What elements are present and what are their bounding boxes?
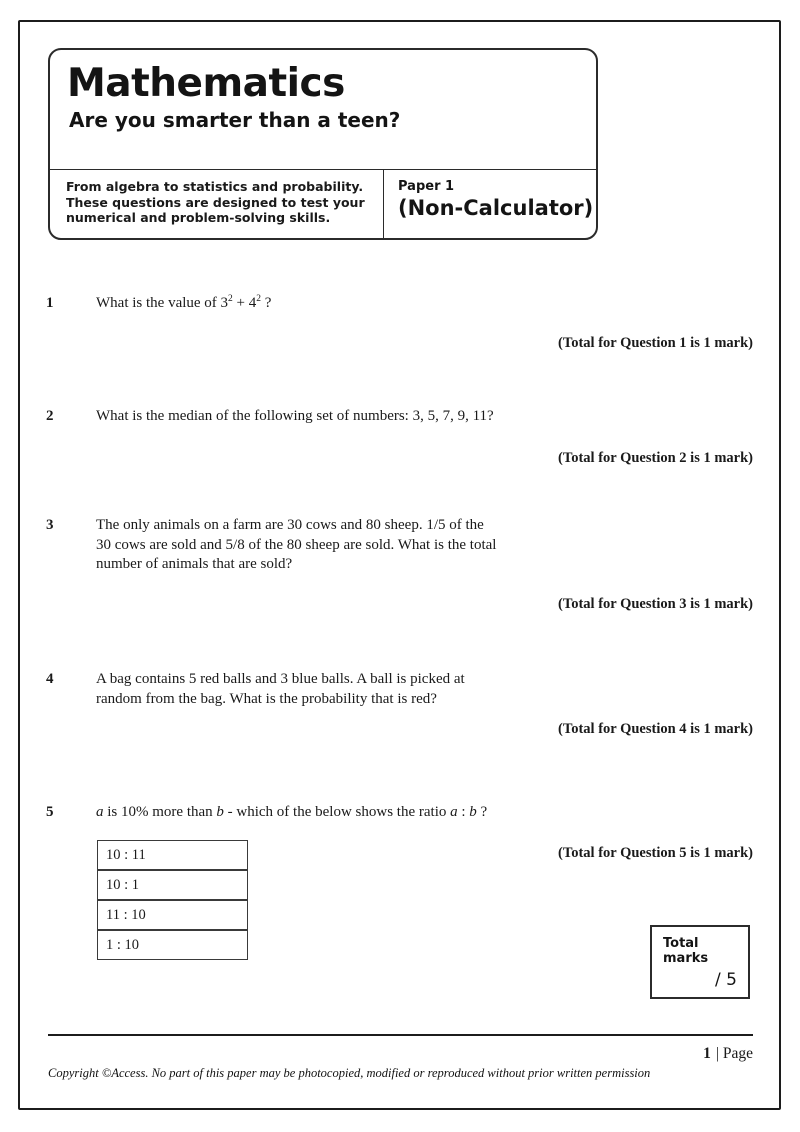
- question-text: What is the median of the following set of numbers: 3, 5, 7, 9, 11?: [96, 408, 494, 424]
- total-marks-label: Total marks: [663, 936, 709, 966]
- question-number: 3: [46, 517, 54, 533]
- question-number: 4: [46, 671, 54, 687]
- total-marks-box: [650, 925, 750, 999]
- question-text: a is 10% more than b - which of the below shows the ratio a : b ?: [96, 804, 488, 820]
- variable-a: a: [450, 804, 458, 820]
- description-line: From algebra to statistics and probability.: [66, 179, 364, 194]
- question-text: [96, 670, 465, 709]
- header-info-section: [50, 170, 596, 240]
- question-3: [46, 516, 496, 575]
- option-row: [97, 840, 248, 870]
- question-line: A bag contains 5 red balls and 3 blue balls. A ball is picked at: [96, 671, 465, 687]
- superscript: 2: [228, 294, 233, 304]
- question-number: 2: [46, 408, 54, 424]
- answer-options-table: [97, 840, 248, 960]
- question-1-marks: (Total for Question 1 is 1 mark): [558, 335, 753, 351]
- question-1: [46, 294, 271, 314]
- question-line: 30 cows are sold and 5/8 of the 80 sheep are sold. What is the total: [96, 536, 497, 553]
- description-line: numerical and problem-solving skills.: [66, 210, 331, 225]
- option-row: [97, 900, 248, 930]
- question-2: [46, 407, 494, 427]
- page-number-label: [703, 1045, 753, 1063]
- question-4-marks: (Total for Question 4 is 1 mark): [558, 721, 753, 737]
- variable-a: a: [96, 804, 104, 820]
- question-text: What is the value of $3^2 + 4^2$ ?: [96, 294, 272, 311]
- option-label: 10 : 11: [106, 847, 146, 863]
- question-line: random from the bag. What is the probability that is red?: [96, 690, 437, 707]
- option-label: 1 : 10: [106, 937, 140, 953]
- page-word: | Page: [715, 1045, 753, 1062]
- copyright-note: Copyright ©Access. No part of this paper may be photocopied, modified or reproduced without prior written permission: [48, 1066, 651, 1080]
- superscript: 2: [256, 294, 262, 304]
- option-label: 10 : 1: [106, 877, 140, 893]
- paper-info: [384, 170, 596, 240]
- option-label: 11 : 10: [106, 907, 146, 923]
- footer-divider: [48, 1034, 753, 1036]
- paper-number: Paper 1: [398, 179, 455, 194]
- question-2-marks: (Total for Question 2 is 1 mark): [558, 450, 753, 466]
- question-5-marks: (Total for Question 5 is 1 mark): [558, 845, 753, 861]
- paper-type: (Non-Calculator): [398, 196, 594, 220]
- question-5: [46, 803, 487, 823]
- variable-b: b: [216, 804, 224, 820]
- header-title-section: [50, 50, 596, 170]
- question-line: The only animals on a farm are 30 cows and 80 sheep. 1/5 of the: [96, 517, 484, 533]
- total-marks-score: / 5: [715, 970, 737, 990]
- question-text: [96, 516, 496, 575]
- option-row: [97, 930, 248, 960]
- page-number: 1: [703, 1045, 711, 1062]
- paper-subtitle: Are you smarter than a teen?: [69, 108, 401, 132]
- description-line: These questions are designed to test your: [66, 194, 365, 210]
- paper-description: [50, 170, 384, 240]
- header-box: [48, 48, 598, 240]
- question-4: [46, 670, 465, 709]
- question-number: 5: [46, 804, 54, 820]
- question-number: 1: [46, 295, 54, 311]
- paper-title: Mathematics: [67, 61, 345, 106]
- question-3-marks: (Total for Question 3 is 1 mark): [558, 596, 753, 612]
- variable-b: b: [469, 804, 477, 820]
- question-line: number of animals that are sold?: [96, 556, 293, 572]
- option-row: [97, 870, 248, 900]
